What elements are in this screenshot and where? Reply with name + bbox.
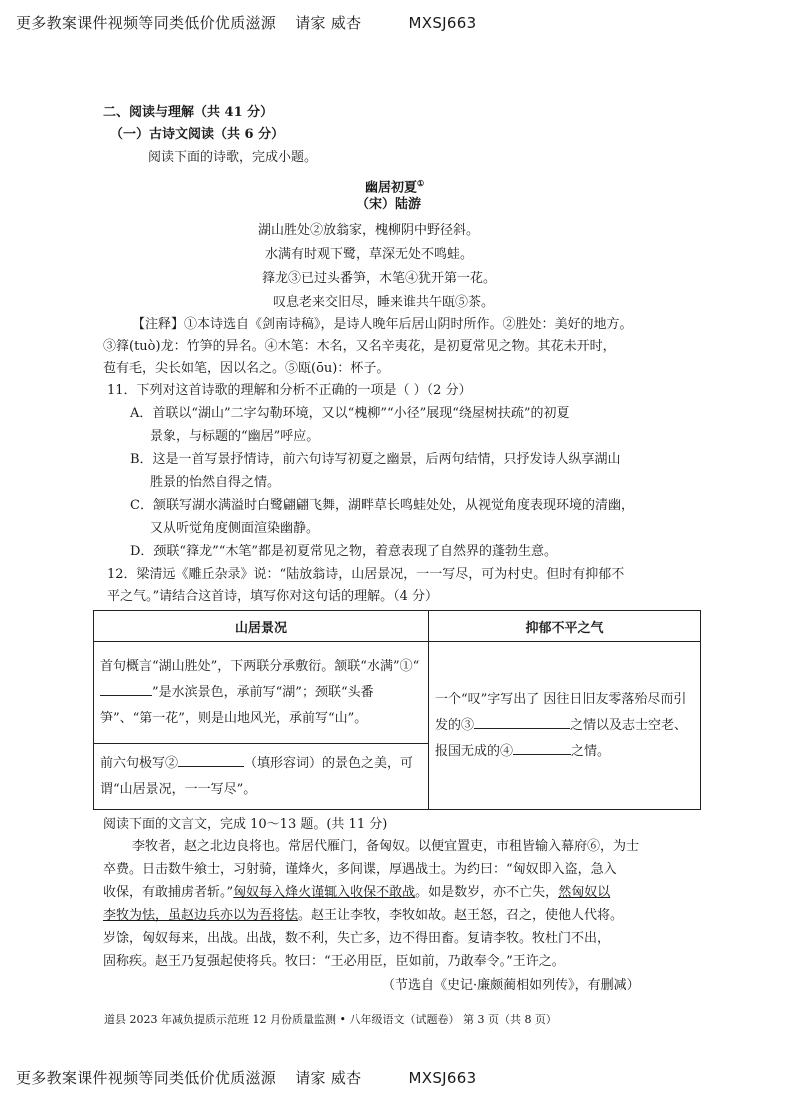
q12-stem: 12．梁清远《雕丘杂录》说：“陆放翁诗，山居景况，一一写尽，可为村史。但时有抑郁不 xyxy=(107,567,625,582)
section-title: 二、阅读与理解（共 41 分） xyxy=(103,105,274,120)
poem-line: 叹息老来交旧尽，睡来谁共午瓯⑤茶。 xyxy=(273,295,495,310)
table-cell-emotion xyxy=(429,642,701,810)
prose-underlined: 匈奴每入烽火谨辄入收保不敢战 xyxy=(233,885,416,900)
poem-title-text: 幽居初夏 xyxy=(365,180,418,196)
section-subtitle: （一）古诗文阅读（共 6 分） xyxy=(110,127,285,142)
q11-option-a-cont: 景象，与标题的“幽居”呼应。 xyxy=(150,429,320,444)
poem-line: 箨龙③已过头番笋，木笔④犹开第一花。 xyxy=(262,271,497,286)
banner-text: 更多教案课件视频等同类低价优质滋源 xyxy=(16,14,277,32)
q11-option-b: B．这是一首写景抒情诗，前六句诗写初夏之幽景，后两句结情，只抒发诗人纵享湖山 xyxy=(130,452,621,467)
prose-line: 卒费。日击数牛飨士，习射骑，谨烽火，多间谍，厚遇战士。为约曰：“匈奴即入盗，急入 xyxy=(103,862,617,877)
answer-blank-4[interactable] xyxy=(513,740,571,755)
prose-line: 岁馀，匈奴每来，出战。出战，数不利，失亡多，边不得田畜。复请李牧。牧杜门不出， xyxy=(103,931,611,946)
answer-blank-3[interactable] xyxy=(474,714,570,729)
cell-emotion-text xyxy=(435,687,694,765)
poem-line: 湖山胜处②放翁家，槐柳阴中野径斜。 xyxy=(258,223,480,238)
prose-line: 李牧者，赵之北边良将也。常居代雁门，备匈奴。以便宜置吏，市租皆输入幕府⑥，为士 xyxy=(132,839,640,854)
prose-line xyxy=(103,907,623,925)
prose-intro: 阅读下面的文言文，完成 10～13 题。(共 11 分) xyxy=(103,817,388,832)
q11-option-c-cont: 又从听觉角度侧面渲染幽静。 xyxy=(150,521,320,536)
table-cell-adjective xyxy=(94,744,429,810)
prose-source: （节选自《史记·廉颇蔺相如列传》，有删减） xyxy=(382,978,640,993)
notes-line: ③箨(tuò)龙：竹笋的异名。④木笔：木名，又名辛夷花，是初夏常见之物。其花未开时， xyxy=(103,339,616,354)
cell-text: ”是水滨景色，承前写“湖”；颈联“头番笋”、“第一花”，则是山地风光，承前写“山”。 xyxy=(100,684,374,726)
page-footer: 道县 2023 年减负提质示范班 12 月份质量监测 • 八年级语文（试题卷） 第 3 页（共 8 页） xyxy=(104,1013,557,1026)
poem-author: （宋）陆游 xyxy=(356,197,422,212)
top-banner xyxy=(16,12,476,33)
q11-option-b-cont: 胜景的怡然自得之情。 xyxy=(150,475,281,490)
prose-text: 收保，有敢捕虏者斩。” xyxy=(103,885,234,900)
answer-blank-2[interactable] xyxy=(178,752,244,767)
banner-text: 更多教案课件视频等同类低价优质滋源 xyxy=(16,1069,277,1087)
q12-stem-cont: 平之气。”请结合这首诗，填写你对这句话的理解。（4 分） xyxy=(107,589,439,604)
poem-title xyxy=(365,174,424,197)
q11-stem: 11．下列对这首诗歌的理解和分析不正确的一项是（ ）（2 分） xyxy=(107,383,472,398)
notes-line: 苞有毛，尖长如笔，因以名之。⑤瓯(ōu)：杯子。 xyxy=(103,361,390,376)
table-cell-scenery xyxy=(94,642,429,744)
cell-adjective-text xyxy=(100,751,422,803)
q11-option-d: D．颈联“箨龙”“木笔”都是初夏常见之物，着意表现了自然界的蓬勃生意。 xyxy=(130,544,558,559)
cell-text: 前六句极写② xyxy=(100,755,179,771)
cell-text: 之情以及志士空老、报国无成的④ xyxy=(435,717,688,759)
cell-text: （填形容词）的景色之美，可谓“山居景况，一一写尽”。 xyxy=(100,755,414,797)
banner-code: MXSJ663 xyxy=(408,1069,477,1087)
prose-text: 。赵王让李牧，李牧如故。赵王怒，召之，使他人代将。 xyxy=(298,908,624,923)
cell-text: 之情。 xyxy=(571,743,611,759)
q11-option-c: C．颔联写湖水满溢时白鹭翩翩飞舞，湖畔草长鸣蛙处处，从视觉角度表现环境的清幽， xyxy=(130,498,634,513)
poem-line: 水满有时观下鹭，草深无处不鸣蛙。 xyxy=(265,247,474,262)
bottom-banner xyxy=(16,1067,476,1088)
answer-blank-1[interactable] xyxy=(100,681,152,696)
prose-line xyxy=(103,884,610,902)
section-intro: 阅读下面的诗歌，完成小题。 xyxy=(148,150,318,165)
notes-line: 【注释】①本诗选自《剑南诗稿》，是诗人晚年后居山阴时所作。②胜处：美好的地方。 xyxy=(132,317,633,332)
banner-contact: 请家 威杏 xyxy=(295,14,362,32)
prose-line: 固称疾。赵王乃复强起使将兵。牧曰：“王必用臣，臣如前，乃敢奉令。”王许之。 xyxy=(103,954,565,969)
banner-contact: 请家 威杏 xyxy=(295,1069,362,1087)
banner-code: MXSJ663 xyxy=(408,14,477,32)
answer-table xyxy=(93,610,701,810)
cell-text: 一个“叹”字写出了 因往日旧友零落殆尽而引发的③ xyxy=(435,691,687,733)
q11-option-a: A．首联以“湖山”二字勾勒环境，又以“槐柳”“小径”展现“绕屋树扶疏”的初夏 xyxy=(130,406,570,421)
prose-underlined: 然匈奴以 xyxy=(558,885,611,900)
poem-note-mark: ① xyxy=(417,178,425,188)
table-head-left: 山居景况 xyxy=(94,611,429,642)
prose-underlined: 李牧为怯，虽赵边兵亦以为吾将怯 xyxy=(103,908,299,923)
table-head-right: 抑郁不平之气 xyxy=(429,611,701,642)
cell-scenery-text xyxy=(100,654,422,732)
prose-text: 。如是数岁，亦不亡失， xyxy=(415,885,559,900)
cell-text: 首句概言“湖山胜处”，下两联分承敷衍。颔联“水满”①“ xyxy=(100,658,420,674)
